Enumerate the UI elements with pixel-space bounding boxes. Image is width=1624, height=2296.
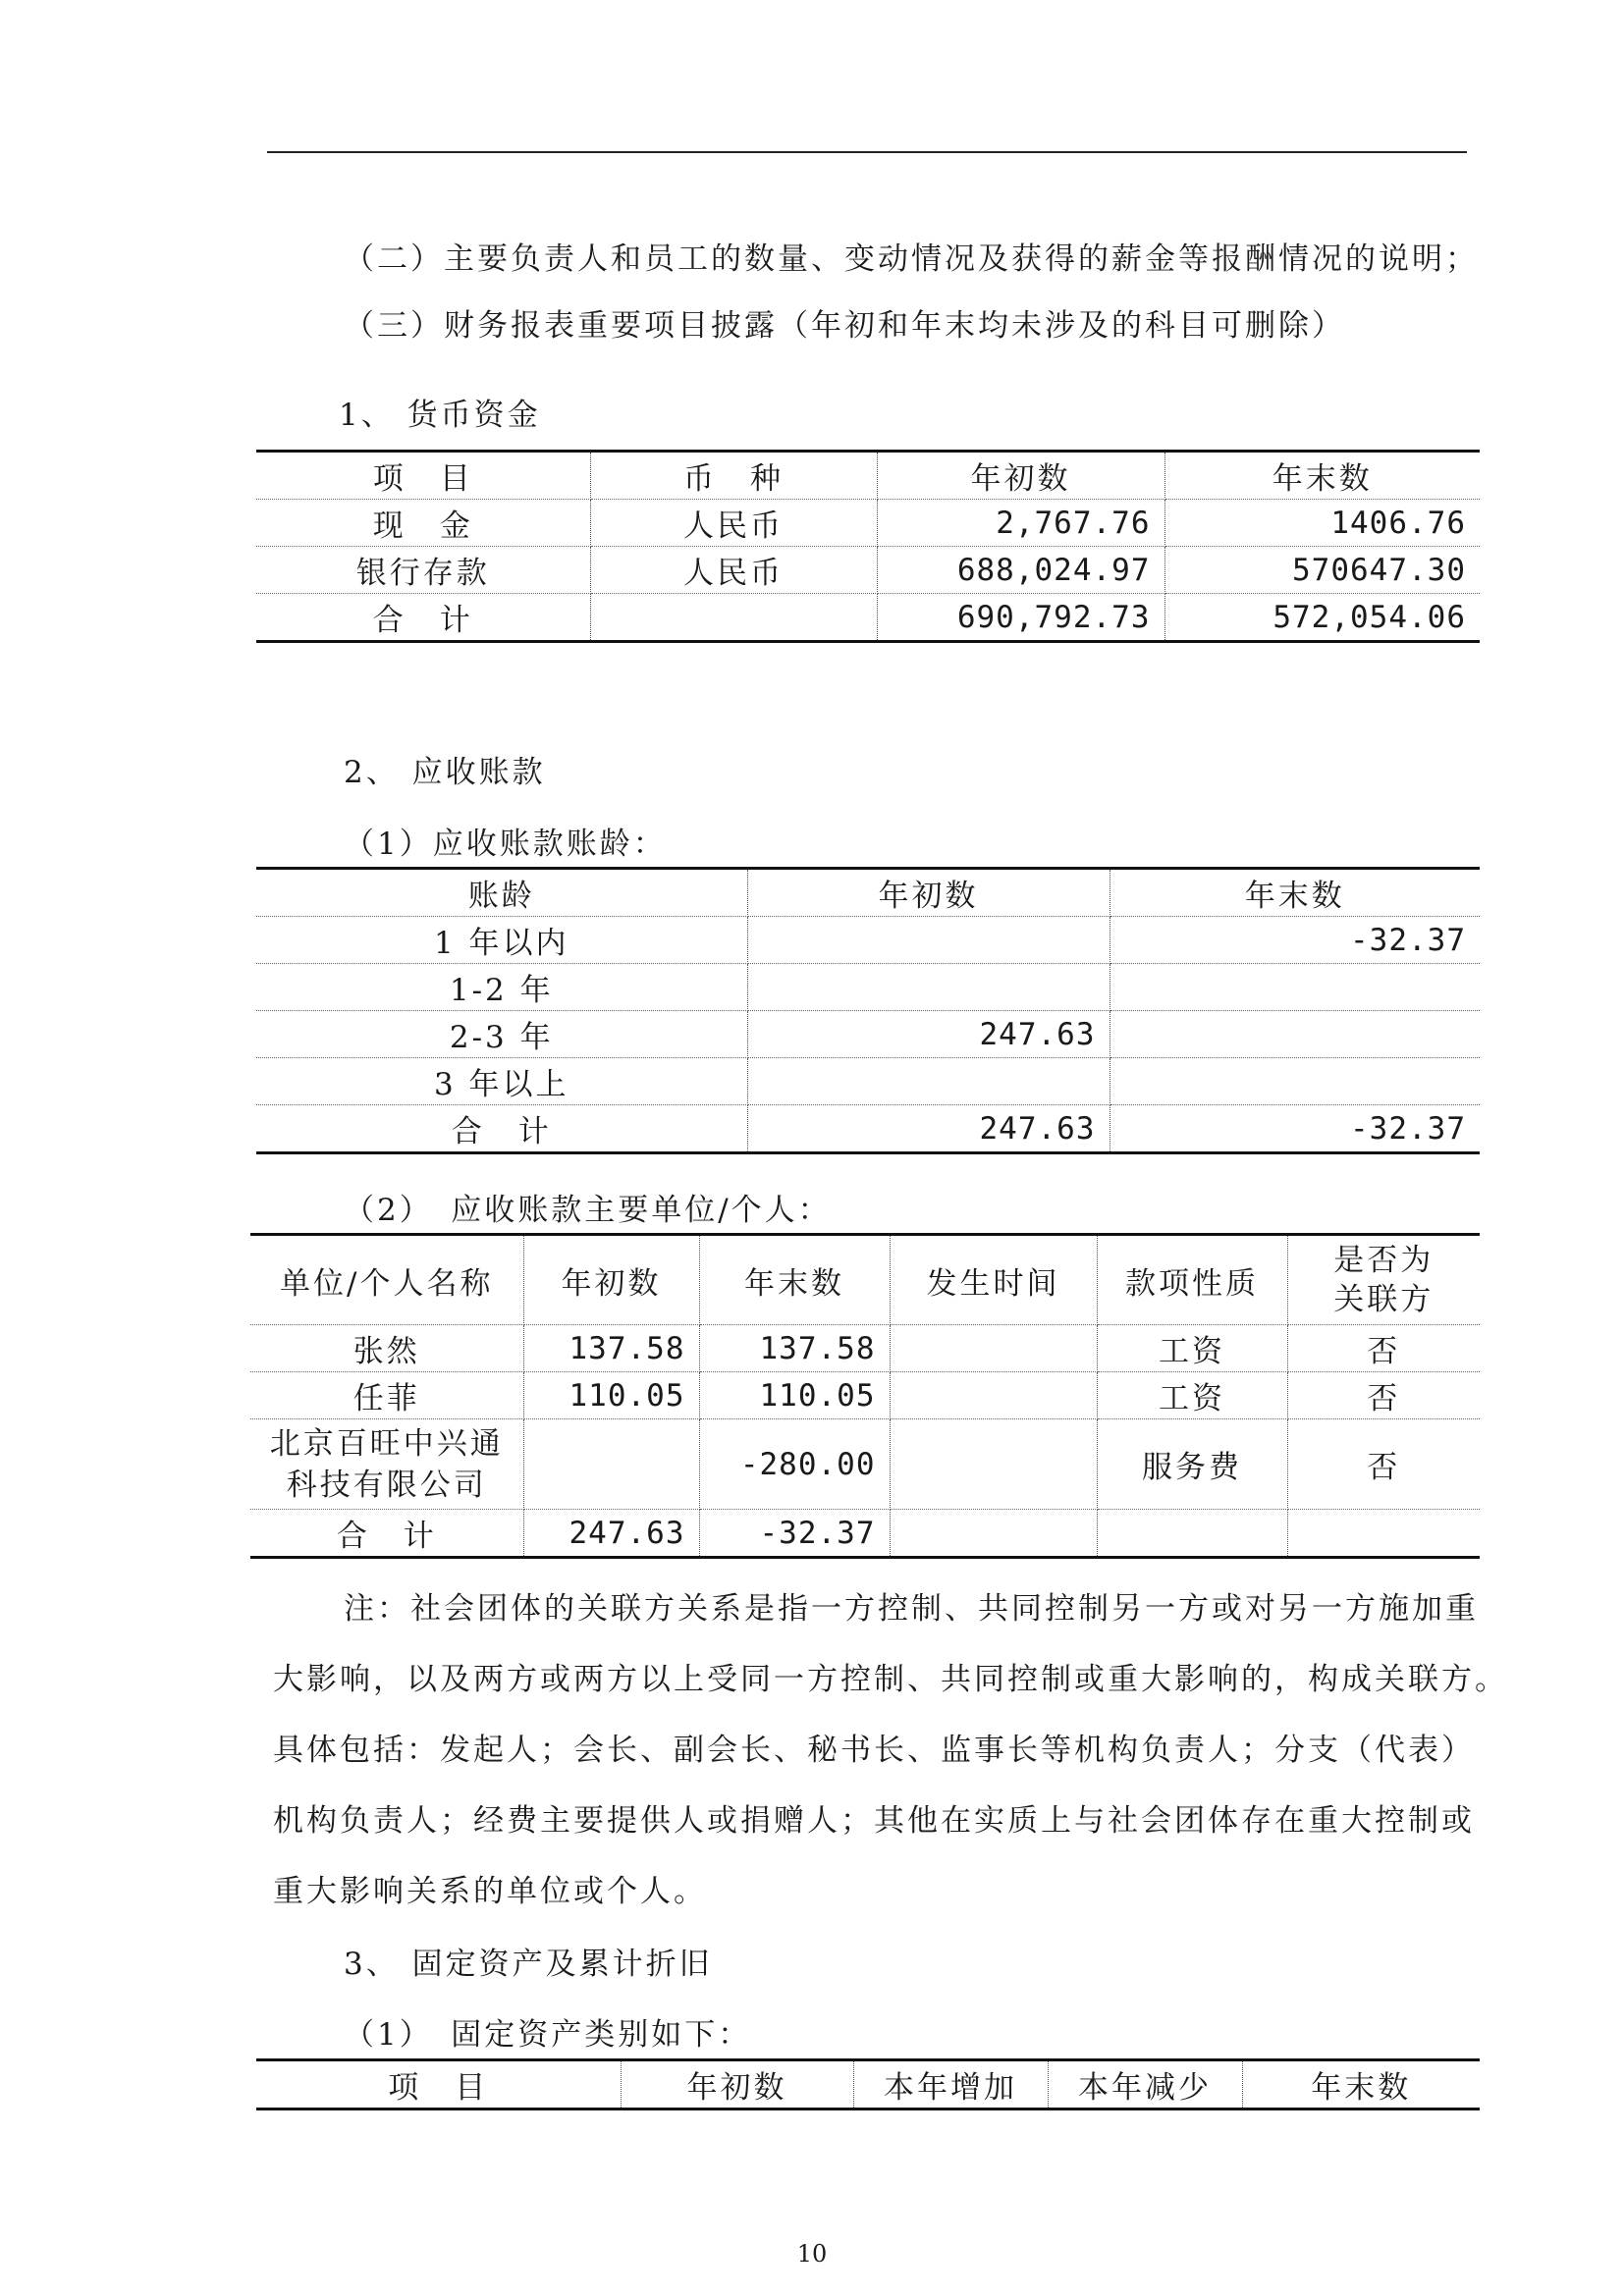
cell bbox=[1097, 1510, 1287, 1558]
header-cell bbox=[1287, 1235, 1480, 1325]
cell bbox=[747, 917, 1110, 964]
cell: 银行存款 bbox=[256, 547, 590, 594]
cell: -32.37 bbox=[1110, 917, 1480, 964]
table-row bbox=[256, 594, 1480, 642]
table-header-row bbox=[256, 452, 1480, 500]
related-party-header-line2: 关联方 bbox=[1333, 1282, 1435, 1317]
cell: 合 计 bbox=[256, 1105, 747, 1153]
cash-table bbox=[256, 450, 1480, 643]
cell: 否 bbox=[1287, 1372, 1480, 1419]
cell bbox=[1110, 964, 1480, 1011]
cell: 2,767.76 bbox=[877, 500, 1164, 547]
table-header-row bbox=[256, 869, 1480, 917]
note-line-1: 注：社会团体的关联方关系是指一方控制、共同控制另一方或对另一方施加重 bbox=[344, 1591, 1479, 1627]
main-receivables-table bbox=[250, 1233, 1480, 1559]
header-cell: 币 种 bbox=[590, 452, 877, 500]
cell: 工资 bbox=[1097, 1325, 1287, 1372]
cell: 137.58 bbox=[699, 1325, 890, 1372]
cell: 现 金 bbox=[256, 500, 590, 547]
cell: 137.58 bbox=[523, 1325, 699, 1372]
cell: 人民币 bbox=[590, 547, 877, 594]
table-row bbox=[256, 547, 1480, 594]
header-cell: 年末数 bbox=[1242, 2060, 1480, 2109]
table-row bbox=[256, 1105, 1480, 1153]
cell: 110.05 bbox=[699, 1372, 890, 1419]
table-row bbox=[250, 1325, 1480, 1372]
cell: 1 年以内 bbox=[256, 917, 747, 964]
cell: 570647.30 bbox=[1164, 547, 1480, 594]
header-cell: 年末数 bbox=[1164, 452, 1480, 500]
cell: 690,792.73 bbox=[877, 594, 1164, 642]
cell bbox=[250, 1419, 523, 1510]
note-line-2: 大影响，以及两方或两方以上受同一方控制、共同控制或重大影响的，构成关联方。 bbox=[273, 1662, 1508, 1697]
aging-heading: （1）应收账款账龄： bbox=[344, 827, 667, 862]
table-row bbox=[256, 964, 1480, 1011]
cell: 247.63 bbox=[523, 1510, 699, 1558]
header-cell: 发生时间 bbox=[890, 1235, 1097, 1325]
cell bbox=[890, 1325, 1097, 1372]
cell bbox=[590, 594, 877, 642]
cell: 247.63 bbox=[747, 1105, 1110, 1153]
page-number: 10 bbox=[796, 2240, 828, 2268]
header-cell: 本年增加 bbox=[853, 2060, 1048, 2109]
header-cell: 款项性质 bbox=[1097, 1235, 1287, 1325]
fixed-assets-sub-heading: （1） 固定资产类别如下： bbox=[344, 2017, 752, 2053]
table-header-row bbox=[256, 2060, 1480, 2109]
cell bbox=[1110, 1058, 1480, 1105]
related-party-header-line1: 是否为 bbox=[1333, 1243, 1435, 1278]
header-cell: 年初数 bbox=[523, 1235, 699, 1325]
main-receivables-heading: （2） 应收账款主要单位/个人： bbox=[344, 1193, 832, 1228]
receivables-heading: 2、 应收账款 bbox=[344, 755, 546, 790]
cell bbox=[747, 1058, 1110, 1105]
header-cell: 本年减少 bbox=[1048, 2060, 1242, 2109]
cell: 572,054.06 bbox=[1164, 594, 1480, 642]
header-cell: 账龄 bbox=[256, 869, 747, 917]
cell: 688,024.97 bbox=[877, 547, 1164, 594]
cell: 服务费 bbox=[1097, 1419, 1287, 1510]
cell: 1-2 年 bbox=[256, 964, 747, 1011]
table-row bbox=[250, 1510, 1480, 1558]
fixed-assets-table bbox=[256, 2058, 1480, 2110]
cell: -32.37 bbox=[699, 1510, 890, 1558]
cell: -280.00 bbox=[699, 1419, 890, 1510]
header-cell: 项 目 bbox=[256, 452, 590, 500]
cell: 工资 bbox=[1097, 1372, 1287, 1419]
aging-table bbox=[256, 867, 1480, 1154]
table-row bbox=[256, 1011, 1480, 1058]
note-line-5: 重大影响关系的单位或个人。 bbox=[273, 1874, 707, 1909]
cell bbox=[890, 1372, 1097, 1419]
cell: 人民币 bbox=[590, 500, 877, 547]
cell bbox=[890, 1419, 1097, 1510]
header-cell: 年末数 bbox=[699, 1235, 890, 1325]
cell: 否 bbox=[1287, 1325, 1480, 1372]
company-name-line1: 北京百旺中兴通 bbox=[269, 1425, 504, 1462]
cell: 任菲 bbox=[250, 1372, 523, 1419]
header-rule bbox=[267, 151, 1467, 153]
cell: 合 计 bbox=[256, 594, 590, 642]
cell bbox=[890, 1510, 1097, 1558]
header-cell: 年末数 bbox=[1110, 869, 1480, 917]
note-line-3: 具体包括：发起人；会长、副会长、秘书长、监事长等机构负责人；分支（代表） bbox=[273, 1733, 1475, 1768]
cell: 247.63 bbox=[747, 1011, 1110, 1058]
cell: 否 bbox=[1287, 1419, 1480, 1510]
header-cell: 项 目 bbox=[256, 2060, 621, 2109]
header-cell: 年初数 bbox=[747, 869, 1110, 917]
cell bbox=[1110, 1011, 1480, 1058]
cash-heading: 1、 货币资金 bbox=[339, 398, 541, 433]
cell: 3 年以上 bbox=[256, 1058, 747, 1105]
section-two-text: （二）主要负责人和员工的数量、变动情况及获得的薪金等报酬情况的说明； bbox=[344, 241, 1479, 277]
company-name-line2: 科技有限公司 bbox=[286, 1467, 487, 1503]
table-header-row bbox=[250, 1235, 1480, 1325]
header-cell: 年初数 bbox=[621, 2060, 853, 2109]
table-row bbox=[250, 1419, 1480, 1510]
section-three-text: （三）财务报表重要项目披露（年初和年末均未涉及的科目可删除） bbox=[344, 308, 1345, 344]
note-line-4: 机构负责人；经费主要提供人或捐赠人；其他在实质上与社会团体存在重大控制或 bbox=[273, 1803, 1475, 1839]
table-row bbox=[256, 1058, 1480, 1105]
header-cell: 年初数 bbox=[877, 452, 1164, 500]
fixed-assets-heading: 3、 固定资产及累计折旧 bbox=[344, 1947, 713, 1982]
cell bbox=[1287, 1510, 1480, 1558]
table-row bbox=[250, 1372, 1480, 1419]
cell bbox=[747, 964, 1110, 1011]
cell: 2-3 年 bbox=[256, 1011, 747, 1058]
cell: 合 计 bbox=[250, 1510, 523, 1558]
header-cell: 单位/个人名称 bbox=[250, 1235, 523, 1325]
cell bbox=[523, 1419, 699, 1510]
cell: 110.05 bbox=[523, 1372, 699, 1419]
cell: 张然 bbox=[250, 1325, 523, 1372]
cell: 1406.76 bbox=[1164, 500, 1480, 547]
table-row bbox=[256, 500, 1480, 547]
table-row bbox=[256, 917, 1480, 964]
cell: -32.37 bbox=[1110, 1105, 1480, 1153]
